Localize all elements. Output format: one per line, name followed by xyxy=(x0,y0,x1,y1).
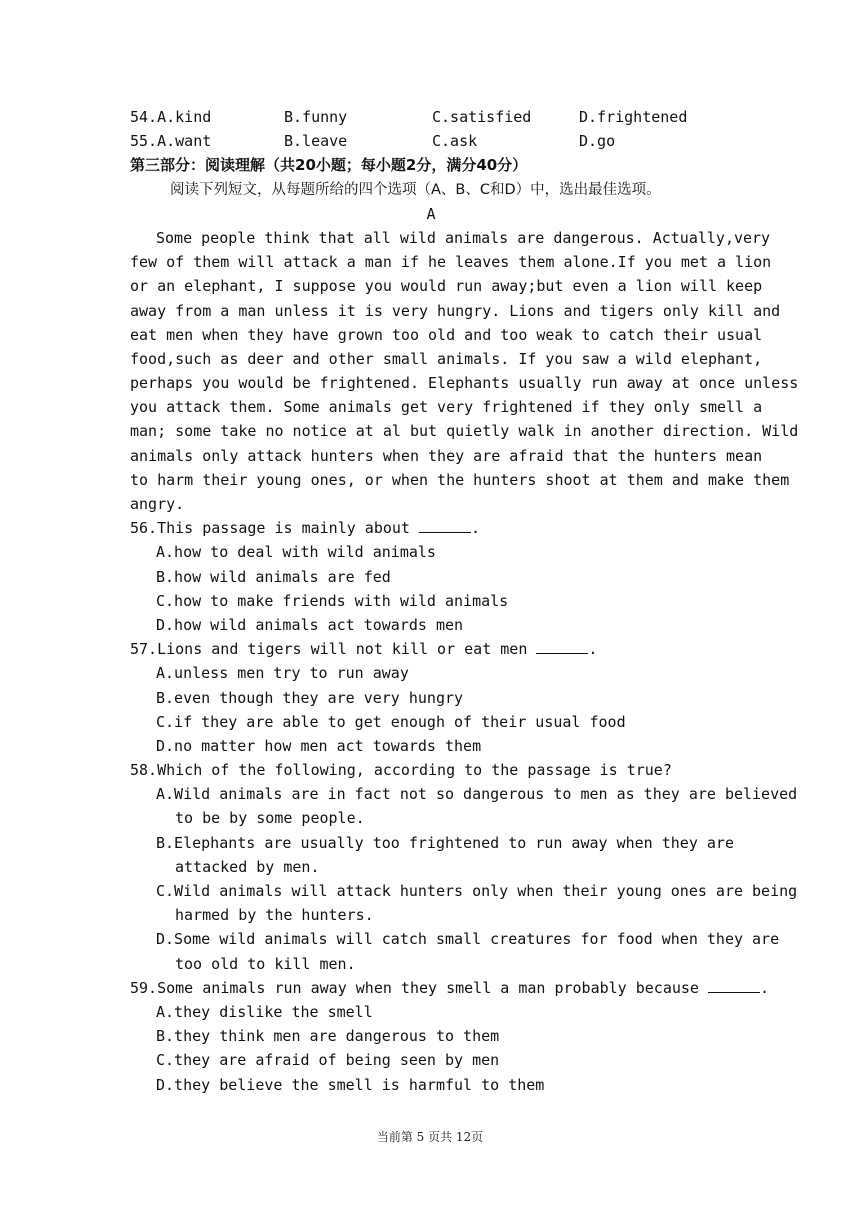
answer-blank xyxy=(419,518,471,533)
passage-line: animals only attack hunters when they are afraid that the hunters mean xyxy=(130,446,763,465)
option-d: D.frightened xyxy=(579,108,688,126)
option-d: D.go xyxy=(579,132,616,151)
option-b: B.funny xyxy=(284,108,348,126)
question-58-option-c-cont: harmed by the hunters. xyxy=(175,906,374,925)
answer-blank xyxy=(708,978,760,993)
question-56-stem: 56.This passage is mainly about . xyxy=(130,519,481,538)
question-58-option-d-cont: too old to kill men. xyxy=(175,954,356,973)
page-footer: 当前第 5 页共 12页 xyxy=(376,1130,484,1144)
question-59-option-a: A.they dislike the smell xyxy=(156,1002,373,1021)
passage-line: food,such as deer and other small animals. If you saw a wild elephant, xyxy=(130,349,763,368)
exam-page xyxy=(130,105,799,1097)
option-a: 55.A.want xyxy=(130,132,212,151)
passage xyxy=(130,226,799,516)
question-56-option-c: C.how to make friends with wild animals xyxy=(156,591,509,610)
passage-line: perhaps you would be frightened. Elephants usually run away at once unless xyxy=(130,374,799,393)
passage-label: A xyxy=(426,204,436,223)
question-58-option-c: C.Wild animals will attack hunters only when their young ones are being xyxy=(156,882,798,900)
option-b: B.leave xyxy=(284,132,348,151)
question-59-option-d: D.they believe the smell is harmful to them xyxy=(156,1075,545,1094)
passage-line: away from a man unless it is very hungry. Lions and tigers only kill and xyxy=(130,301,781,320)
passage-line: Some people think that all wild animals are dangerous. Actually,very xyxy=(156,228,771,247)
passage-line: few of them will attack a man if he leaves them alone.If you met a lion xyxy=(130,253,772,272)
passage-line: man; some take no notice at al but quietly walk in another direction. Wild xyxy=(130,422,799,441)
passage-line: eat men when they have grown too old and too weak to catch their usual xyxy=(130,325,763,344)
question-54-options xyxy=(130,105,732,129)
question-57-stem: 57.Lions and tigers will not kill or eat men . xyxy=(130,640,598,659)
passage-line: you attack them. Some animals get very frightened if they only smell a xyxy=(130,398,763,417)
question-59-option-b: B.they think men are dangerous to them xyxy=(156,1027,500,1046)
option-c: C.ask xyxy=(432,132,478,151)
question-56-option-d: D.how wild animals act towards men xyxy=(156,615,464,634)
question-55-options xyxy=(130,129,732,153)
question-58-option-a: A.Wild animals are in fact not so dangerous to men as they are believed xyxy=(156,785,798,804)
answer-blank xyxy=(536,639,588,654)
passage-line: to harm their young ones, or when the hunters shoot at them and make them xyxy=(130,470,790,489)
option-a: 54.A.kind xyxy=(130,108,212,126)
passage-line: angry. xyxy=(130,495,185,513)
question-56-option-b: B.how wild animals are fed xyxy=(156,567,391,586)
question-59-option-c: C.they are afraid of being seen by men xyxy=(156,1051,500,1070)
question-56-option-a: A.how to deal with wild animals xyxy=(156,543,436,562)
instruction-text: 阅读下列短文，从每题所给的四个选项（A、B、C和D）中，选出最佳选项。 xyxy=(170,181,661,198)
question-58-option-a-cont: to be by some people. xyxy=(175,809,365,828)
section-heading: 第三部分：阅读理解（共20小题；每小题2分，满分40分） xyxy=(130,156,528,175)
question-58-option-d: D.Some wild animals will catch small creatures for food when they are xyxy=(156,930,780,949)
question-58-stem: 58.Which of the following, according to the passage is true? xyxy=(130,761,672,780)
question-59-stem: 59.Some animals run away when they smell a man probably because . xyxy=(130,978,769,997)
question-57-option-d: D.no matter how men act towards them xyxy=(156,736,482,755)
passage-line: or an elephant, I suppose you would run away;but even a lion will keep xyxy=(130,277,763,296)
option-c: C.satisfied xyxy=(432,108,532,126)
question-57-option-a: A.unless men try to run away xyxy=(156,664,409,683)
question-58-option-b-cont: attacked by men. xyxy=(175,857,320,876)
question-58-option-b: B.Elephants are usually too frightened to run away when they are xyxy=(156,833,734,852)
question-57-option-b: B.even though they are very hungry xyxy=(156,688,464,707)
question-57-option-c: C.if they are able to get enough of their usual food xyxy=(156,712,626,731)
